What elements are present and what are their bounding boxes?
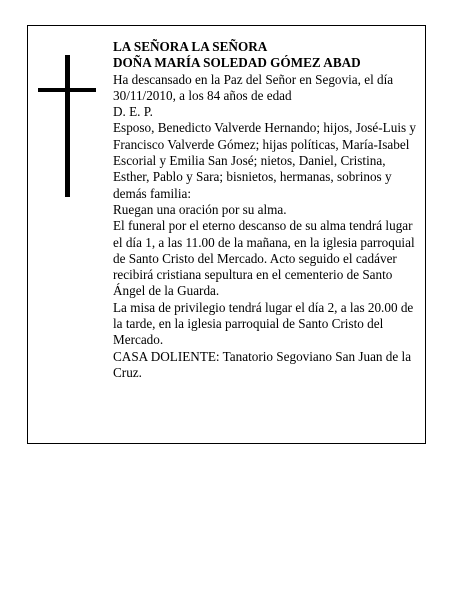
funeral-details: El funeral por el eterno descanso de su alma tendrá lugar el día 1, a las 11.00 de la mañana, en la iglesia parroquial de Santo Cristo del Mercado. Acto seguido el cadáver recibirá cristiana sepultura en el cementerio de Santo Ángel de la Guarda. — [113, 218, 415, 299]
header-title: LA SEÑORA LA SEÑORA — [113, 39, 268, 54]
passing-statement: Ha descansado en la Paz del Señor en Segovia, el día 30/11/2010, a los 84 años de edad — [113, 71, 394, 103]
mourning-house: CASA DOLIENTE: Tanatorio Segoviano San Juan de la Cruz. — [113, 348, 412, 380]
rip-line: D. E. P. — [113, 104, 153, 120]
cross-vertical-bar — [65, 55, 70, 197]
obituary-text — [113, 39, 418, 381]
mass-details: La misa de privilegio tendrá lugar el día 2, a las 20.00 de la tarde, en la iglesia parroquial de Santo Cristo del Mercado. — [113, 299, 414, 348]
family-list: Esposo, Benedicto Valverde Hernando; hijos, José-Luis y Francisco Valverde Gómez; hijas políticas, María-Isabel Escorial y Emilia San José; nietos, Daniel, Cristina, Esther, Pablo y Sara; bisnietos, hermanas, sobrinos y demás familia: — [113, 120, 417, 201]
cross-horizontal-bar — [38, 88, 96, 92]
prayer-request: Ruegan una oración por su alma. — [113, 201, 287, 217]
deceased-name: DOÑA MARÍA SOLEDAD GÓMEZ ABAD — [113, 55, 361, 71]
cross-icon — [38, 55, 96, 197]
